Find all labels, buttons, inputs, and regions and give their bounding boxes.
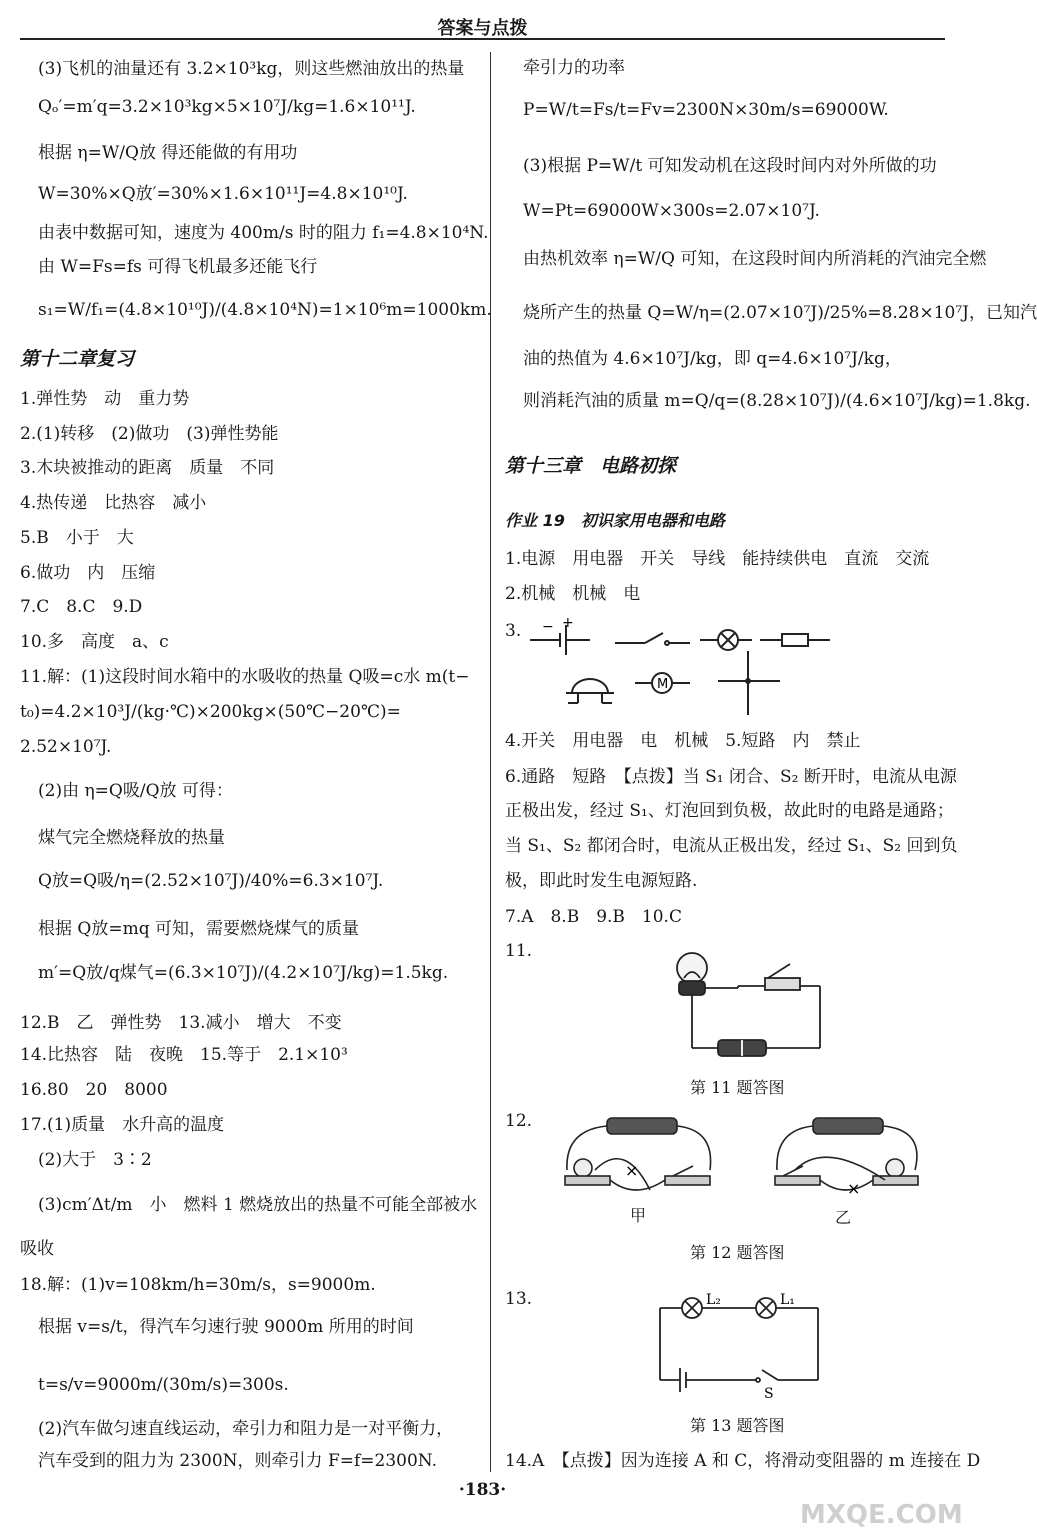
formula-line: Q放=Q吸/η=(2.52×10⁷J)/40%=6.3×10⁷J. [38, 871, 384, 891]
answer-line: 12. [505, 1111, 533, 1131]
formula-line: W=30%×Q放′=30%×1.6×10¹¹J=4.8×10¹⁰J. [38, 184, 408, 204]
lamp-l2-label: L₂ [706, 1292, 721, 1308]
text-line: 当 S₁、S₂ 都闭合时，电流从正极出发，经过 S₁、S₂ 回到负 [505, 836, 958, 856]
answer-line: 6.做功 内 压缩 [20, 563, 156, 583]
text-line: 由表中数据可知，速度为 400m/s 时的阻力 f₁=4.8×10⁴N. [38, 223, 489, 243]
formula-line: s₁=W/f₁=(4.8×10¹⁰J)/(4.8×10⁴N)=1×10⁶m=1000km. [38, 300, 492, 320]
answer-line: 17.(1)质量 水升高的温度 [20, 1115, 225, 1135]
text-line: 根据 η=W/Q放 得还能做的有用功 [38, 143, 298, 163]
formula-line: t=s/v=9000m/(30m/s)=300s. [38, 1375, 289, 1395]
answer-line: (2)大于 3∶2 [38, 1150, 152, 1170]
text-line: (2)由 η=Q吸/Q放 可得： [38, 781, 233, 801]
answer-line: 2.(1)转移 (2)做功 (3)弹性势能 [20, 424, 279, 444]
answer-line: 3.木块被推动的距离 质量 不同 [20, 458, 275, 478]
svg-text:×: × [625, 1161, 639, 1180]
text-line: 煤气完全燃烧释放的热量 [38, 828, 225, 848]
switch-s-label: S [764, 1386, 774, 1402]
text-line: 烧所产生的热量 Q=W/η=(2.07×10⁷J)/25%=8.28×10⁷J，已知汽 [523, 303, 1037, 323]
answer-line: 11.解：(1)这段时间水箱中的水吸收的热量 Q吸=c水 m(t− [20, 667, 470, 687]
page-number: ·183· [458, 1480, 507, 1500]
text-line: 根据 Q放=mq 可知，需要燃烧煤气的质量 [38, 919, 359, 939]
text-line: (3)根据 P=W/t 可知发动机在这段时间内对外所做的功 [523, 156, 937, 176]
assignment-heading: 作业 19 初识家用电器和电路 [505, 511, 725, 530]
circuit-symbols-figure [520, 615, 840, 725]
svg-text:M: M [657, 677, 669, 692]
answer-line: 11. [505, 941, 533, 961]
figure-12-caption: 第 12 题答图 [690, 1243, 785, 1262]
figure-11-caption: 第 11 题答图 [690, 1078, 785, 1097]
text-line: (3)飞机的油量还有 3.2×10³kg，则这些燃油放出的热量 [38, 59, 465, 79]
answer-line: 3. [505, 621, 522, 641]
text-line: 正极出发，经过 S₁、灯泡回到负极，故此时的电路是通路； [505, 801, 954, 821]
answer-line: 10.多 高度 a、c [20, 632, 169, 652]
text-line: 汽车受到的阻力为 2300N，则牵引力 F=f=2300N. [38, 1451, 437, 1471]
section-heading: 第十二章复习 [20, 348, 135, 370]
answer-line: 5.B 小于 大 [20, 528, 134, 548]
formula-line: t₀)=4.2×10³J/(kg·℃)×200kg×(50℃−20℃)= [20, 702, 401, 722]
answer-line: 1.弹性势 动 重力势 [20, 389, 190, 409]
text-line: 由热机效率 η=W/Q 可知，在这段时间内所消耗的汽油完全燃 [523, 249, 987, 269]
answer-line: 14.比热容 陆 夜晚 15.等于 2.1×10³ [20, 1045, 348, 1065]
answer-line: 1.电源 用电器 开关 导线 能持续供电 直流 交流 [505, 549, 930, 569]
figure-12-label-b: 乙 [835, 1208, 852, 1227]
watermark-logo: MXQE.COM [800, 1500, 963, 1530]
text-line: (2)汽车做匀速直线运动，牵引力和阻力是一对平衡力， [38, 1419, 454, 1439]
page-header [20, 8, 945, 40]
chapter-heading: 第十三章 电路初探 [505, 455, 677, 477]
answer-line: 12.B 乙 弹性势 13.减小 增大 不变 [20, 1013, 342, 1033]
answer-line: 14.A 【点拨】因为连接 A 和 C，将滑动变阻器的 m 连接在 D [505, 1451, 981, 1471]
formula-line: 2.52×10⁷J. [20, 737, 112, 757]
formula-line: Qₒ′=m′q=3.2×10³kg×5×10⁷J/kg=1.6×10¹¹J. [38, 97, 416, 117]
formula-line: W=Pt=69000W×300s=2.07×10⁷J. [523, 201, 820, 221]
figure-12-label-a: 甲 [630, 1206, 647, 1225]
formula-line: 则消耗汽油的质量 m=Q/q=(8.28×10⁷J)/(4.6×10⁷J/kg)=1.8kg. [523, 391, 1031, 411]
question-13-circuit-figure [650, 1292, 830, 1400]
answer-line: 13. [505, 1289, 533, 1309]
header-title: 答案与点拨 [437, 18, 528, 39]
answer-line: 6.通路 短路 【点拨】当 S₁ 闭合、S₂ 断开时，电流从电源 [505, 767, 957, 787]
formula-line: P=W/t=Fs/t=Fv=2300N×30m/s=69000W. [523, 100, 889, 120]
text-line: 根据 v=s/t，得汽车匀速行驶 9000m 所用的时间 [38, 1317, 414, 1337]
figure-13-caption: 第 13 题答图 [690, 1416, 785, 1435]
text-line: 牵引力的功率 [523, 58, 625, 78]
question-12-circuit-a-figure [555, 1110, 720, 1200]
lamp-l1-label: L₁ [780, 1292, 795, 1308]
question-11-circuit-figure [660, 948, 835, 1063]
battery-minus-label: − [542, 619, 554, 635]
answer-line: 吸收 [20, 1239, 54, 1259]
question-12-circuit-b-figure [765, 1110, 930, 1200]
column-divider [490, 52, 491, 1472]
text-line: 由 W=Fs=fs 可得飞机最多还能飞行 [38, 257, 318, 277]
text-line: 油的热值为 4.6×10⁷J/kg，即 q=4.6×10⁷J/kg， [523, 349, 902, 369]
answer-line: 2.机械 机械 电 [505, 584, 641, 604]
text-line: 极，即此时发生电源短路. [505, 871, 698, 891]
answer-line: 18.解：(1)v=108km/h=30m/s，s=9000m. [20, 1275, 376, 1295]
formula-line: m′=Q放/q煤气=(6.3×10⁷J)/(4.2×10⁷J/kg)=1.5kg. [38, 963, 449, 983]
answer-line: 7.C 8.C 9.D [20, 597, 143, 617]
answer-line: 4.热传递 比热容 减小 [20, 493, 207, 513]
answer-line: (3)cm′Δt/m 小 燃料 1 燃烧放出的热量不可能全部被水 [38, 1195, 478, 1215]
answer-line: 16.80 20 8000 [20, 1080, 168, 1100]
svg-text:×: × [847, 1179, 861, 1198]
battery-plus-label: + [562, 615, 574, 631]
answer-line: 4.开关 用电器 电 机械 5.短路 内 禁止 [505, 731, 861, 751]
answer-line: 7.A 8.B 9.B 10.C [505, 907, 682, 927]
